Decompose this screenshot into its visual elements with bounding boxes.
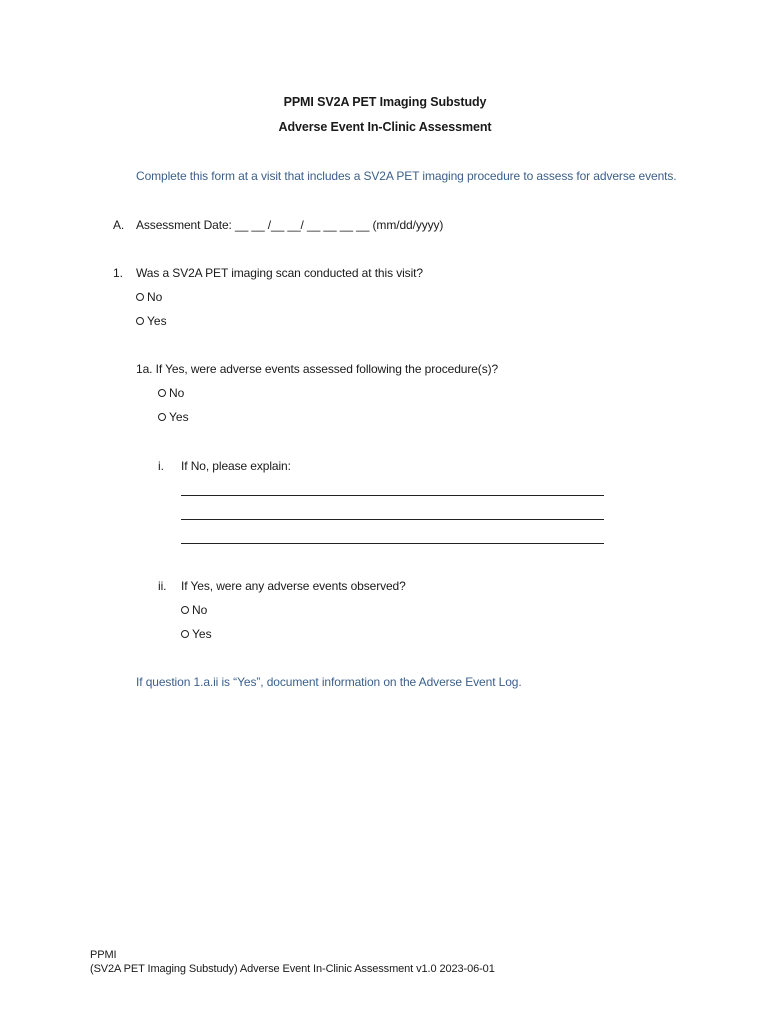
adverse-event-log-note: If question 1.a.ii is “Yes”, document information on the Adverse Event Log.: [136, 675, 522, 689]
instructions-text: Complete this form at a visit that includes a SV2A PET imaging procedure to assess for adverse events.: [136, 169, 677, 183]
question-1a-i-marker: i.: [158, 459, 164, 473]
q1a-ii-yes-label: Yes: [192, 627, 212, 641]
q1a-no-radio[interactable]: [158, 389, 166, 397]
q1a-ii-option-no[interactable]: [181, 603, 207, 617]
assessment-date-marker: A.: [113, 218, 125, 232]
explain-line-2[interactable]: [181, 519, 604, 520]
footer-line-2: (SV2A PET Imaging Substudy) Adverse Event In-Clinic Assessment v1.0 2023-06-01: [90, 963, 495, 975]
q1-option-no[interactable]: [136, 290, 162, 304]
q1a-yes-label: Yes: [169, 410, 189, 424]
question-1a-ii-text: If Yes, were any adverse events observed?: [181, 579, 406, 593]
q1a-option-yes[interactable]: [158, 410, 189, 424]
q1-no-label: No: [147, 290, 163, 304]
question-1a-ii-marker: ii.: [158, 579, 167, 593]
form-subtitle: Adverse Event In-Clinic Assessment: [278, 120, 492, 134]
explain-line-1[interactable]: [181, 495, 604, 496]
form-title: PPMI SV2A PET Imaging Substudy: [283, 95, 487, 109]
q1-no-radio[interactable]: [136, 293, 144, 301]
q1-yes-radio[interactable]: [136, 317, 144, 325]
q1a-yes-radio[interactable]: [158, 413, 166, 421]
footer-line-1: PPMI: [90, 949, 117, 961]
explain-line-3[interactable]: [181, 543, 604, 544]
q1-option-yes[interactable]: [136, 314, 167, 328]
q1a-ii-no-radio[interactable]: [181, 606, 189, 614]
q1a-ii-no-label: No: [192, 603, 208, 617]
q1-yes-label: Yes: [147, 314, 167, 328]
question-1-text: Was a SV2A PET imaging scan conducted at this visit?: [136, 266, 423, 280]
question-1a-i-text: If No, please explain:: [181, 459, 291, 473]
q1a-ii-yes-radio[interactable]: [181, 630, 189, 638]
assessment-date-field[interactable]: Assessment Date: __ __ /__ __/ __ __ __ __ (mm/dd/yyyy): [136, 218, 444, 232]
question-1a-text: 1a. If Yes, were adverse events assessed following the procedure(s)?: [136, 362, 499, 376]
q1a-no-label: No: [169, 386, 185, 400]
question-1-marker: 1.: [113, 266, 123, 280]
q1a-option-no[interactable]: [158, 386, 184, 400]
q1a-ii-option-yes[interactable]: [181, 627, 212, 641]
